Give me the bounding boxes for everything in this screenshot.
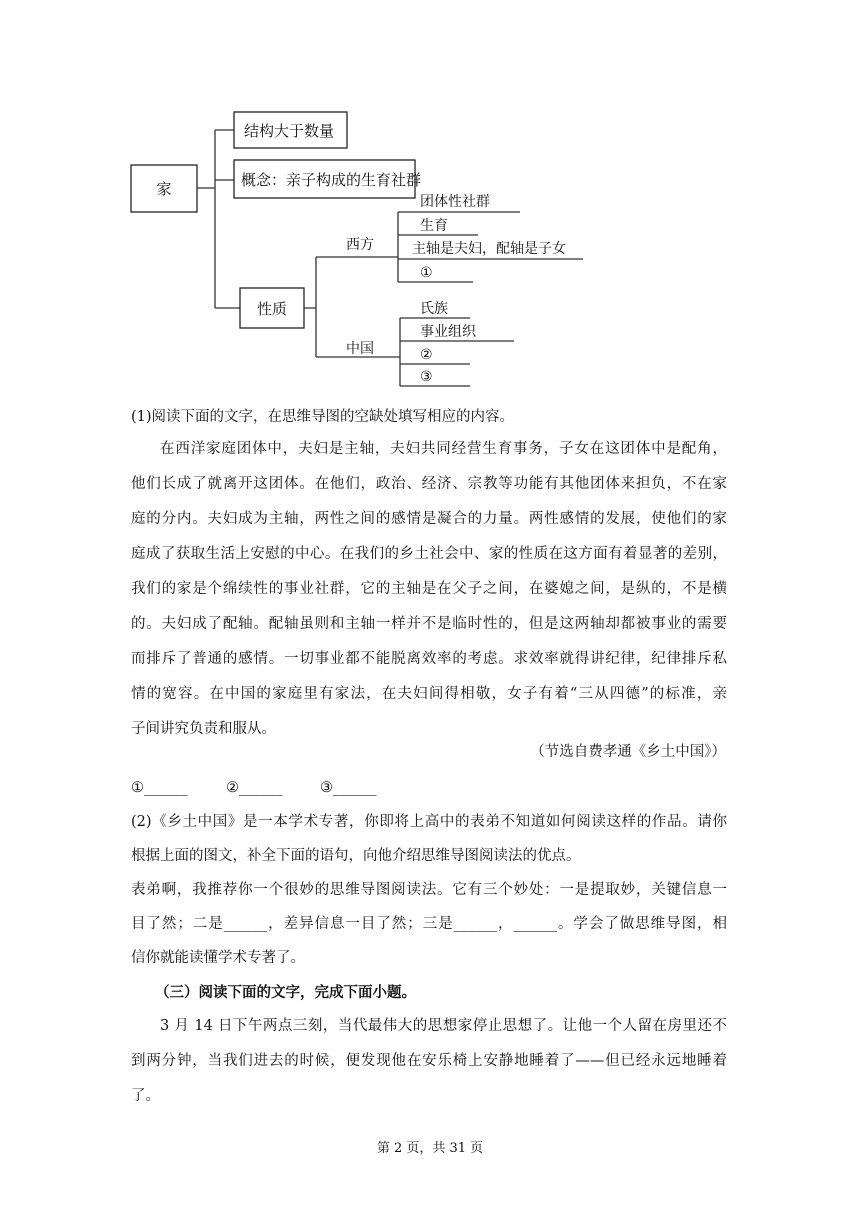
passage-line: 情的宽容。在中国的家庭里有家法，在夫妇间得相敬，女子有着“三从四德”的标准，亲 [131, 686, 727, 702]
west-item-4: ① [420, 265, 433, 281]
section-3-heading: （三）阅读下面的文字，完成下面小题。 [155, 985, 416, 1001]
passage-line: 庭成了获取生活上安慰的中心。在我们的乡土社会中、家的性质在这方面有着显著的差别， [131, 546, 727, 562]
passage-line: 子间讲究负责和服从。 [131, 721, 276, 737]
q1-prompt: (1)阅读下面的文字，在思维导图的空缺处填写相应的内容。 [131, 409, 515, 425]
passage-line: 他们长成了就离开这团体。在他们，政治、经济、宗教等功能有其他团体来担负，不在家 [131, 476, 727, 492]
passage-source: （节选自费孝通《乡土中国》） [530, 744, 726, 760]
section-3-passage [131, 1009, 727, 1114]
q2-line: (2)《乡土中国》是一本学术专著，你即将上高中的表弟不知道如何阅读这样的作品。请你 [131, 814, 727, 830]
china-item-1: 氏族 [420, 301, 448, 317]
passage-line: 了。 [131, 1088, 160, 1104]
answer-blank-2: ②______ [226, 780, 283, 796]
q2-block [131, 805, 727, 975]
q2-line: 表弟啊，我推荐你一个很妙的思维导图阅读法。它有三个妙处：一是提取妙，关键信息一 [131, 882, 727, 898]
root-node-label: 家 [156, 180, 172, 198]
structure-node-label: 结构大于数量 [244, 122, 335, 140]
passage-line: 庭的分内。夫妇成为主轴，两性之间的感情是凝合的力量。两性感情的发展，使他们的家 [131, 511, 727, 527]
west-item-1: 团体性社群 [420, 194, 490, 210]
passage-line: 在西洋家庭团体中，夫妇是主轴，夫妇共同经营生育事务，子女在这团体中是配角， [160, 441, 727, 457]
west-item-2: 生育 [420, 218, 448, 234]
west-label: 西方 [346, 237, 374, 253]
passage-line: 的。夫妇成了配轴。配轴虽则和主轴一样并不是临时性的，但是这两轴却都被事业的需要 [131, 616, 727, 632]
page-footer: 第 2 页，共 31 页 [376, 1141, 484, 1156]
china-item-2: 事业组织 [420, 324, 476, 340]
passage-line: 到两分钟，当我们进去的时候，便发现他在安乐椅上安静地睡着了——但已经永远地睡着 [131, 1053, 727, 1069]
passage-line: 而排斥了普通的感情。一切事业都不能脱离效率的考虑。求效率就得讲纪律，纪律排斥私 [131, 651, 727, 667]
answer-blank-1: ①______ [131, 780, 188, 796]
answer-blank-3: ③______ [320, 780, 377, 796]
branch-connectors [215, 130, 240, 308]
china-item-3: ② [420, 347, 433, 363]
china-item-4: ③ [420, 369, 433, 385]
q1-passage [131, 432, 727, 747]
q2-line: 根据上面的图文，补全下面的语句，向他介绍思维导图阅读法的优点。 [131, 848, 581, 864]
china-label: 中国 [346, 341, 374, 357]
mind-map-diagram [0, 0, 860, 400]
nature-node-label: 性质 [256, 300, 288, 318]
passage-line: 3 月 14 日下午两点三刻，当代最伟大的思想家停止思想了。让他一个人留在房里还不 [160, 1018, 727, 1034]
q2-line: 目了然；二是______，差异信息一目了然；三是______，______。学会了做思维导图，相 [131, 916, 727, 932]
q2-line: 信你就能读懂学术专著了。 [131, 950, 305, 966]
concept-node-label: 概念：亲子构成的生育社群 [241, 171, 422, 189]
trunk-connector [197, 130, 215, 308]
passage-line: 我们的家是个绵续性的事业社群，它的主轴是在父子之间，在婆媳之间，是纵的，不是横 [131, 581, 727, 597]
west-item-3: 主轴是夫妇，配轴是子女 [412, 241, 566, 257]
